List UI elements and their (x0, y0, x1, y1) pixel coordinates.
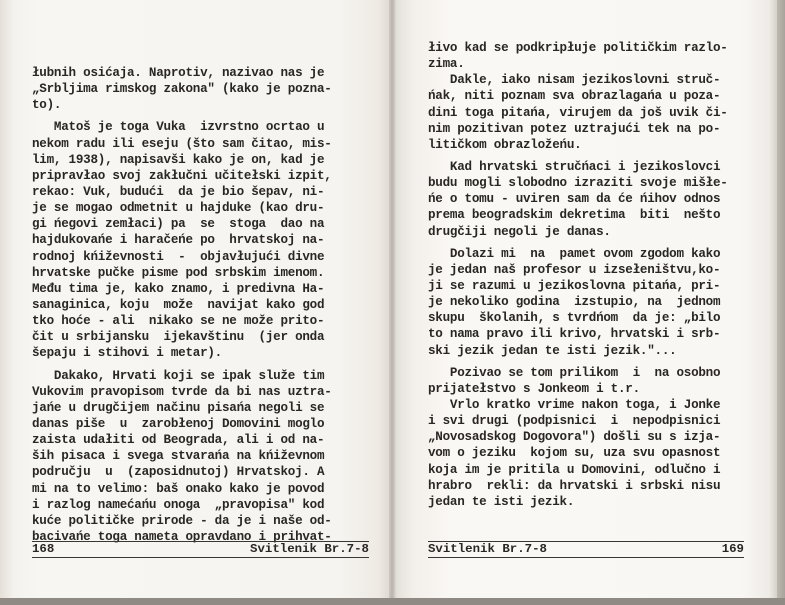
left-page-body (32, 65, 332, 545)
text-line: Matoš je toga Vuka izvrstno ocrtao u (32, 120, 325, 135)
text-line: łivo kad se podkripłuje političkim razlo- (428, 41, 728, 55)
text-line: ńe o tomu - uviren sam da će ńihov odnos (428, 192, 721, 207)
text-line: čit u srbijansku ijekavštinu (jer onda (32, 330, 325, 345)
right-page-body (428, 40, 728, 510)
text-line: i razlog namećańu onoga „pravopisa" kod (32, 497, 325, 512)
text-line: hrabro rekli: da hrvatski i srbski nisu (428, 478, 721, 493)
text-line: litičkom obrazložeńu. (428, 137, 582, 152)
text-line: to nama pravo ili krivo, hrvatski i srb- (428, 327, 721, 342)
left-page-footer (32, 541, 369, 558)
text-line: je jedan naš profesor u izsełeništvu,ko- (428, 262, 721, 277)
left-journal-title: Svitlenik Br.7-8 (250, 542, 369, 556)
text-line: prema beogradskim dekretima biti nešto (428, 208, 721, 223)
book-bottom-edge (0, 598, 785, 605)
text-line: ših pisaca i svega stvarańa na kńiževnom (32, 449, 325, 464)
text-line: danas piše u zarobłenoj Domovini moglo (32, 416, 325, 431)
text-line: bacivańe toga nameta opravdano i prihvat- (32, 529, 332, 544)
text-line: rodnoj kńiževnosti - objavłujući divne (32, 249, 325, 264)
text-line: hrvatske pučke pisme pod srbskim imenom. (32, 265, 325, 280)
text-line: hajdukovańe i haračeńe po hrvatskoj na- (32, 233, 325, 248)
text-line: je nekoliko godina izstupio, na jednom (428, 295, 721, 310)
book-gutter (389, 0, 395, 598)
text-line: skupu školanih, s tvrdńom da je: „bilo (428, 311, 721, 326)
text-line: jańe u drugčijem načinu pisańa negoli se (32, 400, 325, 415)
text-line: lim, 1938), napisavši kako je on, kad je (32, 152, 325, 167)
text-line: pripravłao svoj zakłučni učitełski izpit, (32, 168, 332, 183)
text-line: Među tima je, kako znamo, i predivna Ha- (32, 281, 325, 296)
text-line: ski jezik jedan te isti jezik."... (428, 343, 677, 358)
text-line: jedan te isti jezik. (428, 494, 575, 509)
text-line: području u (zaposidnutoj) Hrvatskoj. A (32, 465, 325, 480)
text-line: Vukovim pravopisom tvrde da bi nas uztra- (32, 384, 332, 399)
text-line: dini toga pitańa, virujem da još uvik či- (428, 105, 728, 120)
text-line: je se mogao odmetnit u hajduke (kao dru- (32, 201, 325, 216)
text-line: prijatełstvo s Jonkeom i t.r. (428, 381, 640, 396)
right-journal-title: Svitlenik Br.7-8 (428, 542, 547, 556)
text-line: ji se razumi u jezikoslovna pitańa, pri- (428, 278, 721, 293)
text-line: Pozivao se tom prilikom i na osobno (428, 365, 721, 380)
right-page (392, 0, 777, 598)
text-line: vom o jeziku kojom su, uza svu opasnost (428, 446, 721, 461)
left-page-number: 168 (32, 542, 55, 556)
text-line: „Srbljima rimskog zakona" (kako je pozna- (32, 82, 332, 97)
text-line: zima. (428, 57, 465, 72)
text-line: „Novosadskog Dogovora") došli su s izja- (428, 430, 721, 445)
text-line: Dakle, iako nisam jezikoslovni struč- (428, 73, 721, 88)
text-line: gi ńegovi zemłaci) pa se stoga dao na (32, 217, 325, 232)
text-line: łubnih osićaja. Naprotiv, nazivao nas je (32, 66, 325, 80)
right-page-footer (428, 541, 744, 558)
text-line: koja im je pritila u Domovini, odlučno i (428, 462, 721, 477)
text-line: Vrlo kratko vrime nakon toga, i Jonke (428, 397, 721, 412)
text-line: nim pozitivan potez uztrajući tek na po- (428, 121, 721, 136)
text-line: zaista udałiti od Beograda, ali i od na- (32, 433, 325, 448)
text-line: Kad hrvatski stručńaci i jezikoslovci (428, 159, 721, 174)
right-page-number: 169 (721, 542, 744, 556)
text-line: Dolazi mi na pamet ovom zgodom kako (428, 246, 721, 261)
text-line: Dakako, Hrvati koji se ipak služe tim (32, 368, 325, 383)
text-line: to). (32, 98, 62, 113)
text-line: i svi drugi (podpisnici i nepodpisnici (428, 414, 721, 429)
text-line: sanaginica, koju može navijat kako god (32, 297, 325, 312)
text-line: mi na to velimo: baš onako kako je povod (32, 481, 325, 496)
text-line: tko hoće - ali nikako se ne može prito- (32, 314, 325, 329)
text-line: budu mogli slobodno izraziti svoje mišłe- (428, 176, 728, 191)
text-line: nekom radu ili eseju (što sam čitao, mis- (32, 136, 332, 151)
text-line: šepaju i stihovi i metar). (32, 346, 222, 361)
text-line: kuće političke prirode - da je i naše od- (32, 513, 332, 528)
text-line: ńak, niti poznam sva obrazlagańa u poza- (428, 89, 721, 104)
text-line: rekao: Vuk, budući da je bio šepav, ni- (32, 184, 325, 199)
left-page (0, 0, 392, 598)
page-edge (777, 0, 785, 605)
text-line: drugčiji negoli je danas. (428, 224, 611, 239)
